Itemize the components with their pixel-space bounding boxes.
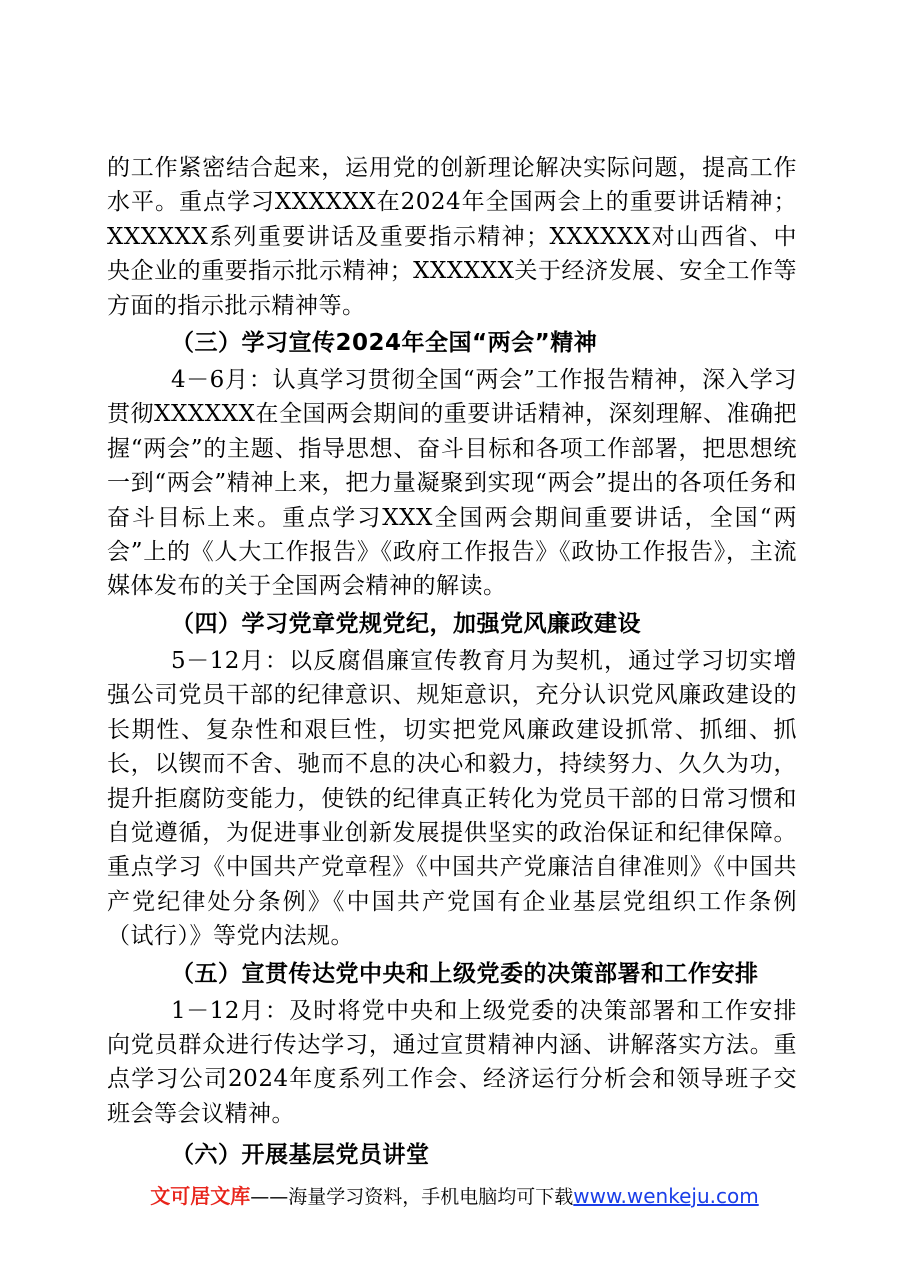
paragraph-section-4: 5－12月：以反腐倡廉宣传教育月为契机，通过学习切实增强公司党员干部的纪律意识、规矩意识，充分认识党风廉政建设的长期性、复杂性和艰巨性，切实把党风廉政建设抓常、抓细、抓长，以锲而不舍、驰而不息的决心和毅力，持续努力、久久为功，提升拒腐防变能力，使铁的纪律真正转化为党员干部的日常习惯和自觉遵循，为促进事业创新发展提供坚实的政治保证和纪律保障。重点学习《中国共产党章程》《中国共产党廉洁自律准则》《中国共产党纪律处分条例》《中国共产党国有企业基层党组织工作条例（试行）》等党内法规。 bbox=[107, 647, 797, 950]
document-body bbox=[107, 151, 797, 1175]
footer-brand: 文可居文库 bbox=[150, 1184, 251, 1208]
section-heading-4: （四）学习党章党规党纪，加强党风廉政建设 bbox=[171, 610, 641, 637]
footer-banner bbox=[0, 1182, 909, 1211]
footer-slogan: ——海量学习资料，手机电脑均可下载 bbox=[250, 1186, 574, 1208]
paragraph-section-5: 1－12月：及时将党中央和上级党委的决策部署和工作安排向党员群众进行传达学习，通过宣贯精神内涵、讲解落实方法。重点学习公司2024年度系列工作会、经济运行分析会和领导班子交班会等会议精神。 bbox=[107, 997, 797, 1127]
footer-link[interactable]: www.wenkeju.com bbox=[573, 1184, 759, 1208]
paragraph-section-3: 4－6月：认真学习贯彻全国“两会”工作报告精神，深入学习贯彻XXXXXX在全国两会期间的重要讲话精神，深刻理解、准确把握“两会”的主题、指导思想、奋斗目标和各项工作部署，把思想统一到“两会”精神上来，把力量凝聚到实现“两会”提出的各项任务和奋斗目标上来。重点学习XXX全国两会期间重要讲话，全国“两会”上的《人大工作报告》《政府工作报告》《政协工作报告》，主流媒体发布的关于全国两会精神的解读。 bbox=[107, 367, 797, 600]
section-heading-3: （三）学习宣传2024年全国“两会”精神 bbox=[171, 330, 598, 357]
section-heading-6: （六）开展基层党员讲堂 bbox=[171, 1142, 430, 1169]
section-heading-5: （五）宣贯传达党中央和上级党委的决策部署和工作安排 bbox=[171, 960, 759, 987]
paragraph-continuation: 的工作紧密结合起来，运用党的创新理论解决实际问题，提高工作水平。重点学习XXXXXX在2024年全国两会上的重要讲话精神；XXXXXX系列重要讲话及重要指示精神；XXXXXX对山西省、中央企业的重要指示批示精神；XXXXXX关于经济发展、安全工作等方面的指示批示精神等。 bbox=[107, 155, 797, 319]
